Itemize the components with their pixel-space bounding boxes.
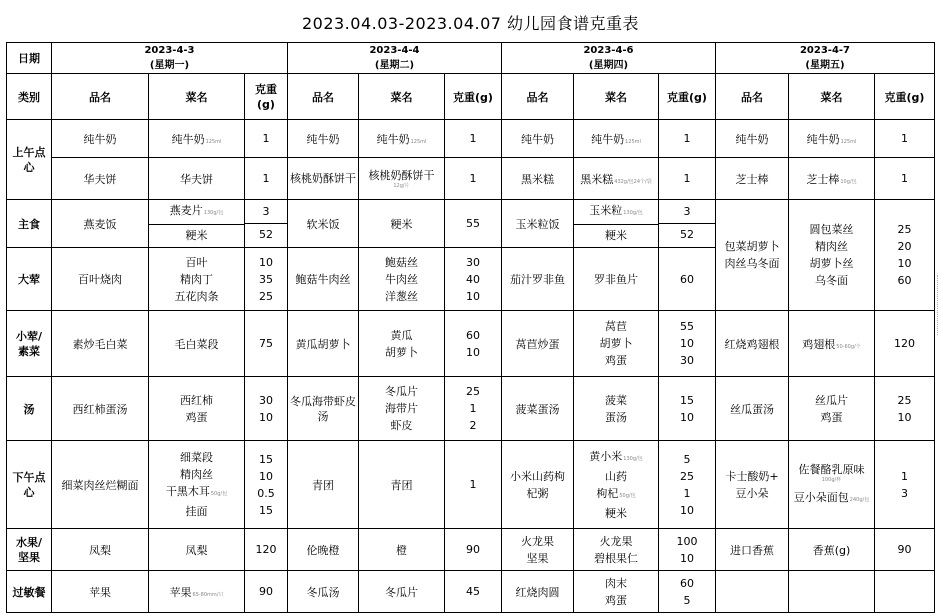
dish-cell: 华夫饼 bbox=[52, 158, 149, 200]
category-allergy: 过敏餐 bbox=[7, 571, 52, 613]
ingredient-cell: 火龙果 碧根果仁 bbox=[574, 529, 659, 571]
ingredient-header: 菜名 bbox=[574, 74, 659, 120]
weight-cell: 25 1 2 bbox=[445, 377, 502, 441]
weight-header: 克重(g) bbox=[445, 74, 502, 120]
ingredient-cell: 香蕉(g) bbox=[789, 529, 875, 571]
page-title: 2023.04.03-2023.04.07 幼儿园食谱克重表 bbox=[301, 13, 640, 33]
ingredient-cell: 西红柿 鸡蛋 bbox=[149, 377, 245, 441]
ingredient-cell: 百叶 精肉丁 五花肉条 bbox=[149, 248, 245, 311]
dish-cell: 核桃奶酥饼干 bbox=[288, 158, 359, 200]
ingredient-cell: 肉末 鸡蛋 bbox=[574, 571, 659, 613]
table-row bbox=[7, 377, 935, 441]
ingredient-cell: 丝瓜片 鸡蛋 bbox=[789, 377, 875, 441]
dish-cell: 菠菜蛋汤 bbox=[502, 377, 574, 441]
table-row bbox=[7, 311, 935, 377]
category-side-veg: 小荤/ 素菜 bbox=[7, 311, 52, 377]
dish-cell: 鲍菇牛肉丝 bbox=[288, 248, 359, 311]
weight-cell: 5 25 1 10 bbox=[659, 441, 716, 529]
dish-cell: 玉米粒饭 bbox=[502, 200, 574, 248]
weight-cell: 1 bbox=[445, 158, 502, 200]
weight-cell: 1 bbox=[659, 120, 716, 158]
dish-header: 品名 bbox=[716, 74, 789, 120]
weight-cell bbox=[875, 571, 935, 613]
ingredient-cell: 圆包菜丝 精肉丝 胡萝卜丝 乌冬面 bbox=[789, 200, 875, 311]
table-row bbox=[7, 200, 935, 248]
dish-cell: 火龙果 坚果 bbox=[502, 529, 574, 571]
dish-cell bbox=[716, 571, 789, 613]
weight-cell: 75 bbox=[245, 311, 288, 377]
ingredient-cell: 细菜段 精肉丝 干黑木耳50g/包 挂面 bbox=[149, 441, 245, 529]
dish-cell: 燕麦饭 bbox=[52, 200, 149, 248]
ingredient-header: 菜名 bbox=[789, 74, 875, 120]
dish-cell: 莴苣炒蛋 bbox=[502, 311, 574, 377]
dish-cell: 苹果 bbox=[52, 571, 149, 613]
category-fruit: 水果/ 坚果 bbox=[7, 529, 52, 571]
ingredient-cell: 芝士棒10g/包 bbox=[789, 158, 875, 200]
category-pm-snack: 下午点 心 bbox=[7, 441, 52, 529]
ingredient-cell: 核桃奶酥饼干 12g/片 bbox=[359, 158, 445, 200]
dish-cell: 小米山药枸 杞粥 bbox=[502, 441, 574, 529]
ingredient-cell: 纯牛奶125ml bbox=[359, 120, 445, 158]
dish-cell: 纯牛奶 bbox=[502, 120, 574, 158]
dish-cell: 包菜胡萝卜 肉丝乌冬面 bbox=[716, 200, 789, 311]
table-row bbox=[7, 158, 935, 200]
ingredient-cell: 冬瓜片 海带片 虾皮 bbox=[359, 377, 445, 441]
page-edge-marker bbox=[937, 275, 939, 335]
ingredient-cell: 纯牛奶125ml bbox=[149, 120, 245, 158]
ingredient-header: 菜名 bbox=[359, 74, 445, 120]
dish-header: 品名 bbox=[288, 74, 359, 120]
ingredient-cell: 黑米糕432g/包24个/袋 bbox=[574, 158, 659, 200]
dish-cell: 进口香蕉 bbox=[716, 529, 789, 571]
weight-cell: 15 10 bbox=[659, 377, 716, 441]
table-row bbox=[7, 120, 935, 158]
weight-cell: 3 52 bbox=[659, 200, 716, 248]
date-label: 日期 bbox=[7, 43, 52, 74]
dish-cell: 黑米糕 bbox=[502, 158, 574, 200]
weight-cell: 60 5 bbox=[659, 571, 716, 613]
ingredient-cell: 冬瓜片 bbox=[359, 571, 445, 613]
weight-cell: 120 bbox=[875, 311, 935, 377]
weight-cell: 120 bbox=[245, 529, 288, 571]
weight-cell: 15 10 0.5 15 bbox=[245, 441, 288, 529]
day-header: 2023-4-6 (星期四) bbox=[502, 43, 716, 74]
dish-cell: 卡士酸奶+ 豆小朵 bbox=[716, 441, 789, 529]
ingredient-header: 菜名 bbox=[149, 74, 245, 120]
weight-cell: 55 10 30 bbox=[659, 311, 716, 377]
weight-cell: 1 3 bbox=[875, 441, 935, 529]
category-main-meat: 大荤 bbox=[7, 248, 52, 311]
ingredient-cell: 粳米 bbox=[359, 200, 445, 248]
day-header: 2023-4-4 (星期二) bbox=[288, 43, 502, 74]
weight-cell: 55 bbox=[445, 200, 502, 248]
weight-header: 克重(g) bbox=[659, 74, 716, 120]
ingredient-cell: 玉米粒130g/包 粳米 bbox=[574, 200, 659, 248]
table-row bbox=[7, 571, 935, 613]
dish-cell: 丝瓜蛋汤 bbox=[716, 377, 789, 441]
weight-cell: 1 bbox=[875, 158, 935, 200]
ingredient-cell: 苹果65-80mm/只 bbox=[149, 571, 245, 613]
weight-cell: 1 bbox=[245, 120, 288, 158]
weight-cell: 90 bbox=[875, 529, 935, 571]
ingredient-cell: 纯牛奶125ml bbox=[789, 120, 875, 158]
column-header-row bbox=[7, 74, 935, 120]
ingredient-cell bbox=[789, 571, 875, 613]
ingredient-cell: 罗非鱼片 bbox=[574, 248, 659, 311]
ingredient-cell: 毛白菜段 bbox=[149, 311, 245, 377]
weight-cell: 90 bbox=[445, 529, 502, 571]
dish-header: 品名 bbox=[502, 74, 574, 120]
dish-cell: 茄汁罗非鱼 bbox=[502, 248, 574, 311]
weight-cell: 1 bbox=[445, 441, 502, 529]
dish-cell: 红烧鸡翅根 bbox=[716, 311, 789, 377]
day-header: 2023-4-3 (星期一) bbox=[52, 43, 288, 74]
dish-cell: 芝士棒 bbox=[716, 158, 789, 200]
dish-cell: 青团 bbox=[288, 441, 359, 529]
weight-header: 克重(g) bbox=[875, 74, 935, 120]
weight-cell: 60 bbox=[659, 248, 716, 311]
table-row bbox=[7, 441, 935, 529]
category-header: 类别 bbox=[7, 74, 52, 120]
table-row bbox=[7, 529, 935, 571]
weight-header: 克重 (g) bbox=[245, 74, 288, 120]
weight-cell: 30 10 bbox=[245, 377, 288, 441]
dish-cell: 西红柿蛋汤 bbox=[52, 377, 149, 441]
weight-cell: 1 bbox=[875, 120, 935, 158]
ingredient-cell: 菠菜 蛋汤 bbox=[574, 377, 659, 441]
ingredient-cell: 燕麦片130g/包 粳米 bbox=[149, 200, 245, 248]
ingredient-cell: 鸡翅根50-60g/个 bbox=[789, 311, 875, 377]
ingredient-cell: 佐餐酪乳原味 100g/杯 豆小朵面包240g/包 bbox=[789, 441, 875, 529]
ingredient-cell: 凤梨 bbox=[149, 529, 245, 571]
weight-cell: 30 40 10 bbox=[445, 248, 502, 311]
day-header: 2023-4-7 (星期五) bbox=[716, 43, 935, 74]
dish-cell: 软米饭 bbox=[288, 200, 359, 248]
weight-cell: 1 bbox=[445, 120, 502, 158]
ingredient-cell: 莴苣 胡萝卜 鸡蛋 bbox=[574, 311, 659, 377]
ingredient-cell: 黄瓜 胡萝卜 bbox=[359, 311, 445, 377]
dish-header: 品名 bbox=[52, 74, 149, 120]
category-soup: 汤 bbox=[7, 377, 52, 441]
ingredient-cell: 青团 bbox=[359, 441, 445, 529]
weight-cell: 25 10 bbox=[875, 377, 935, 441]
dish-cell: 细菜肉丝烂糊面 bbox=[52, 441, 149, 529]
weight-cell: 10 35 25 bbox=[245, 248, 288, 311]
weight-cell: 100 10 bbox=[659, 529, 716, 571]
date-row bbox=[7, 43, 935, 74]
category-staple: 主食 bbox=[7, 200, 52, 248]
dish-cell: 百叶烧肉 bbox=[52, 248, 149, 311]
weight-cell: 3 52 bbox=[245, 200, 288, 248]
menu-table bbox=[6, 42, 935, 613]
weight-cell: 60 10 bbox=[445, 311, 502, 377]
ingredient-cell: 黄小米130g/包 山药 枸杞50g/包 粳米 bbox=[574, 441, 659, 529]
dish-cell: 黄瓜胡萝卜 bbox=[288, 311, 359, 377]
dish-cell: 冬瓜汤 bbox=[288, 571, 359, 613]
dish-cell: 凤梨 bbox=[52, 529, 149, 571]
dish-cell: 纯牛奶 bbox=[716, 120, 789, 158]
dish-cell: 素炒毛白菜 bbox=[52, 311, 149, 377]
dish-cell: 伦晚橙 bbox=[288, 529, 359, 571]
dish-cell: 纯牛奶 bbox=[288, 120, 359, 158]
weight-cell: 1 bbox=[659, 158, 716, 200]
weight-cell: 90 bbox=[245, 571, 288, 613]
ingredient-cell: 鲍菇丝 牛肉丝 洋葱丝 bbox=[359, 248, 445, 311]
dish-cell: 纯牛奶 bbox=[52, 120, 149, 158]
ingredient-cell: 橙 bbox=[359, 529, 445, 571]
ingredient-cell: 纯牛奶125ml bbox=[574, 120, 659, 158]
weight-cell: 25 20 10 60 bbox=[875, 200, 935, 311]
weight-cell: 45 bbox=[445, 571, 502, 613]
weight-cell: 1 bbox=[245, 158, 288, 200]
dish-cell: 红烧肉圆 bbox=[502, 571, 574, 613]
ingredient-cell: 华夫饼 bbox=[149, 158, 245, 200]
dish-cell: 冬瓜海带虾皮汤 bbox=[288, 377, 359, 441]
category-am-snack: 上午点 心 bbox=[7, 120, 52, 200]
